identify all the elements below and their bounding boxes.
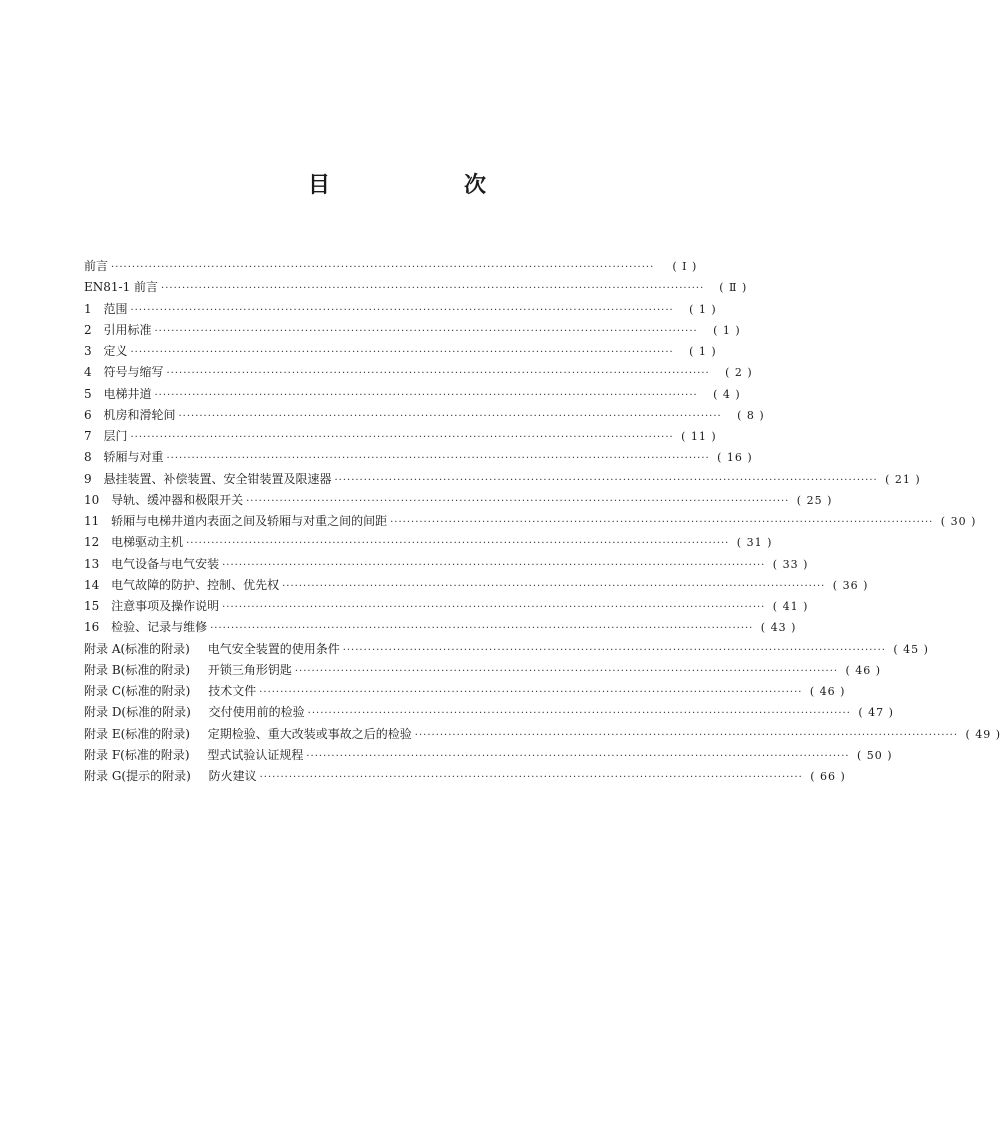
toc-page-number: ( 50 ) xyxy=(857,748,893,762)
toc-entry-title: 注意事项及操作说明 xyxy=(111,599,220,613)
leader-dots: ·································································································································· xyxy=(282,580,826,592)
toc-row[interactable] xyxy=(84,702,894,723)
toc-entry-label xyxy=(84,299,127,320)
toc-entry-title: 电梯井道 xyxy=(103,386,152,401)
toc-row[interactable] xyxy=(84,277,748,298)
toc-entry-label xyxy=(84,617,207,638)
toc-page-number: ( 43 ) xyxy=(760,621,797,635)
toc-entry-title: 开锁三角形钥匙 xyxy=(207,662,292,677)
toc-entry-number: 8 xyxy=(84,450,92,465)
toc-entry-label xyxy=(84,426,127,447)
toc-entry-label xyxy=(84,660,292,681)
toc-row[interactable] xyxy=(84,575,869,596)
toc-page-number: ( 1 ) xyxy=(713,323,741,337)
toc-entry-label xyxy=(84,596,219,617)
toc-entry-number: 6 xyxy=(84,407,92,422)
toc-page-number: ( Ⅱ ) xyxy=(719,281,748,295)
leader-dots: ·································································································································· xyxy=(186,538,730,550)
toc-row[interactable] xyxy=(84,766,846,787)
leader-dots: ·································································································································· xyxy=(210,623,754,635)
toc-row[interactable] xyxy=(84,405,765,426)
toc-row[interactable] xyxy=(84,596,809,617)
toc-row[interactable] xyxy=(84,554,809,575)
toc-entry-number: 10 xyxy=(84,492,100,507)
leader-dots: ·································································································································· xyxy=(166,453,710,465)
toc-entry-title: EN81-1 前言 xyxy=(84,280,159,295)
toc-entry-title: 电梯驱动主机 xyxy=(111,535,184,550)
annex-prefix: 附录 D(标准的附录) xyxy=(84,705,191,720)
toc-entry-label xyxy=(84,575,279,596)
leader-dots: ·································································································································· xyxy=(222,602,766,613)
toc-entry-label xyxy=(84,554,219,575)
annex-prefix: 附录 A(标准的附录) xyxy=(84,641,190,656)
toc-row[interactable] xyxy=(84,724,1001,745)
toc-entry-label xyxy=(84,745,303,766)
toc-row[interactable] xyxy=(84,256,696,277)
leader-dots: ·································································································································· xyxy=(306,750,850,762)
toc-entry-title: 轿厢与电梯井道内表面之间及轿厢与对重之间的间距 xyxy=(111,514,388,528)
toc-entry-title: 轿厢与对重 xyxy=(103,450,164,465)
toc-entry-title: 引用标准 xyxy=(103,322,152,337)
toc-page-number: ( 46 ) xyxy=(809,685,846,698)
toc-page-number: ( 49 ) xyxy=(965,727,1001,741)
toc-row[interactable] xyxy=(84,639,929,660)
toc-page-number: ( Ⅰ ) xyxy=(672,260,698,273)
leader-dots: ·································································································································· xyxy=(130,304,674,316)
toc-entry-label xyxy=(84,277,158,298)
toc-page-number: ( 4 ) xyxy=(713,387,741,401)
toc-page-number: ( 11 ) xyxy=(681,430,717,443)
toc-page-number: ( 45 ) xyxy=(893,642,929,656)
leader-dots: ·································································································································· xyxy=(342,644,886,656)
leader-dots: ·································································································································· xyxy=(246,495,790,507)
toc-page-number: ( 36 ) xyxy=(832,578,869,592)
toc-page-number: ( 8 ) xyxy=(737,408,765,422)
toc-entry-label xyxy=(84,384,151,405)
leader-dots: ·································································································································· xyxy=(154,325,698,337)
toc-row[interactable] xyxy=(84,532,773,553)
leader-dots: ·································································································································· xyxy=(334,474,878,486)
toc-entry-title: 定期检验、重大改装或事故之后的检验 xyxy=(207,726,412,741)
toc-row[interactable] xyxy=(84,299,717,320)
toc-entry-label xyxy=(84,724,412,745)
toc-entry-title: 电气设备与电气安装 xyxy=(111,556,220,571)
toc-row[interactable] xyxy=(84,490,833,511)
annex-prefix: 附录 F(标准的附录) xyxy=(84,747,190,762)
toc-entry-title: 防火建议 xyxy=(208,769,257,783)
page-title: 目 次 xyxy=(307,173,542,198)
annex-prefix: 附录 C(标准的附录) xyxy=(84,684,191,698)
toc-entry-number: 5 xyxy=(84,386,92,401)
toc-entry-label xyxy=(84,490,243,511)
toc-entry-title: 范围 xyxy=(103,301,128,316)
toc-row[interactable] xyxy=(84,681,846,702)
toc-entry-number: 4 xyxy=(84,365,92,380)
toc-page-number: ( 41 ) xyxy=(772,600,809,613)
leader-dots: ·································································································································· xyxy=(154,389,698,401)
toc-entry-title: 型式试验认证规程 xyxy=(207,747,304,762)
toc-entry-title: 符号与缩写 xyxy=(103,365,164,380)
toc-entry-label xyxy=(84,702,305,723)
toc-entry-label xyxy=(84,469,331,490)
leader-dots: ·································································································································· xyxy=(307,708,851,720)
toc-entry-title: 悬挂装置、补偿装置、安全钳装置及限速器 xyxy=(103,471,332,486)
toc-row[interactable] xyxy=(84,320,741,341)
toc-page-number: ( 66 ) xyxy=(810,770,846,783)
toc-row[interactable] xyxy=(84,447,753,468)
toc-entry-number: 2 xyxy=(84,322,92,337)
toc-page-number: ( 31 ) xyxy=(736,536,773,550)
toc-entry-title: 定义 xyxy=(103,344,128,358)
toc-entry-label xyxy=(84,362,163,383)
toc-entry-label xyxy=(84,320,151,341)
leader-dots: ·································································································································· xyxy=(222,559,766,571)
toc-page-number: ( 21 ) xyxy=(885,472,921,486)
toc-row[interactable] xyxy=(84,745,893,766)
table-of-contents xyxy=(84,256,1001,787)
leader-dots: ·································································································································· xyxy=(259,772,803,783)
toc-entry-number: 13 xyxy=(84,556,100,571)
toc-row[interactable] xyxy=(84,660,882,681)
leader-dots: ·································································································································· xyxy=(161,283,705,295)
leader-dots: ·································································································································· xyxy=(259,687,803,698)
leader-dots: ·································································································································· xyxy=(111,262,655,273)
toc-entry-number: 12 xyxy=(84,535,100,550)
toc-entry-title: 电气故障的防护、控制、优先权 xyxy=(111,577,280,592)
toc-entry-title: 机房和滑轮间 xyxy=(103,407,176,422)
toc-row[interactable] xyxy=(84,511,977,532)
annex-prefix: 附录 B(标准的附录) xyxy=(84,662,190,677)
toc-page-number: ( 16 ) xyxy=(717,451,753,465)
toc-page-number: ( 25 ) xyxy=(796,493,833,507)
toc-row[interactable] xyxy=(84,341,717,362)
toc-entry-label xyxy=(84,256,108,277)
toc-row[interactable] xyxy=(84,384,741,405)
toc-row[interactable] xyxy=(84,617,797,638)
leader-dots: ·································································································································· xyxy=(166,368,710,380)
toc-entry-label xyxy=(84,681,256,702)
toc-page-number: ( 1 ) xyxy=(689,302,717,316)
toc-row[interactable] xyxy=(84,469,921,490)
toc-entry-label xyxy=(84,766,257,787)
toc-entry-title: 技术文件 xyxy=(208,684,257,698)
annex-prefix: 附录 E(标准的附录) xyxy=(84,726,190,741)
toc-row[interactable] xyxy=(84,362,753,383)
toc-entry-label xyxy=(84,639,340,660)
leader-dots: ·································································································································· xyxy=(130,347,674,358)
toc-entry-number: 14 xyxy=(84,577,100,592)
toc-entry-title: 检验、记录与维修 xyxy=(111,620,208,635)
toc-row[interactable] xyxy=(84,426,717,447)
toc-entry-label xyxy=(84,511,387,532)
toc-entry-title: 电气安全装置的使用条件 xyxy=(207,641,340,656)
toc-entry-title: 导轨、缓冲器和极限开关 xyxy=(111,492,244,507)
toc-entry-label xyxy=(84,447,163,468)
annex-prefix: 附录 G(提示的附录) xyxy=(84,769,191,783)
leader-dots: ·································································································································· xyxy=(390,517,934,528)
toc-entry-title: 层门 xyxy=(103,429,128,443)
toc-entry-label xyxy=(84,405,175,426)
toc-page-number: ( 47 ) xyxy=(858,706,894,720)
toc-entry-number: 15 xyxy=(84,599,100,613)
toc-entry-number: 1 xyxy=(84,301,92,316)
toc-entry-number: 3 xyxy=(84,344,92,358)
toc-page-number: ( 46 ) xyxy=(845,663,882,677)
toc-page-number: ( 2 ) xyxy=(725,366,753,380)
toc-entry-number: 16 xyxy=(84,620,100,635)
toc-page-number: ( 30 ) xyxy=(940,515,977,528)
toc-page-number: ( 33 ) xyxy=(772,557,809,571)
leader-dots: ·································································································································· xyxy=(294,665,839,677)
toc-entry-title: 交付使用前的检验 xyxy=(208,705,305,720)
toc-entry-label xyxy=(84,532,183,553)
toc-entry-number: 9 xyxy=(84,471,92,486)
toc-entry-number: 11 xyxy=(84,514,100,528)
toc-entry-number: 7 xyxy=(84,429,92,443)
toc-entry-label xyxy=(84,341,127,362)
leader-dots: ·································································································································· xyxy=(178,410,722,422)
leader-dots: ·································································································································· xyxy=(130,432,674,443)
toc-entry-title: 前言 xyxy=(84,259,109,273)
leader-dots: ·································································································································· xyxy=(414,729,959,741)
toc-page-number: ( 1 ) xyxy=(689,345,717,358)
